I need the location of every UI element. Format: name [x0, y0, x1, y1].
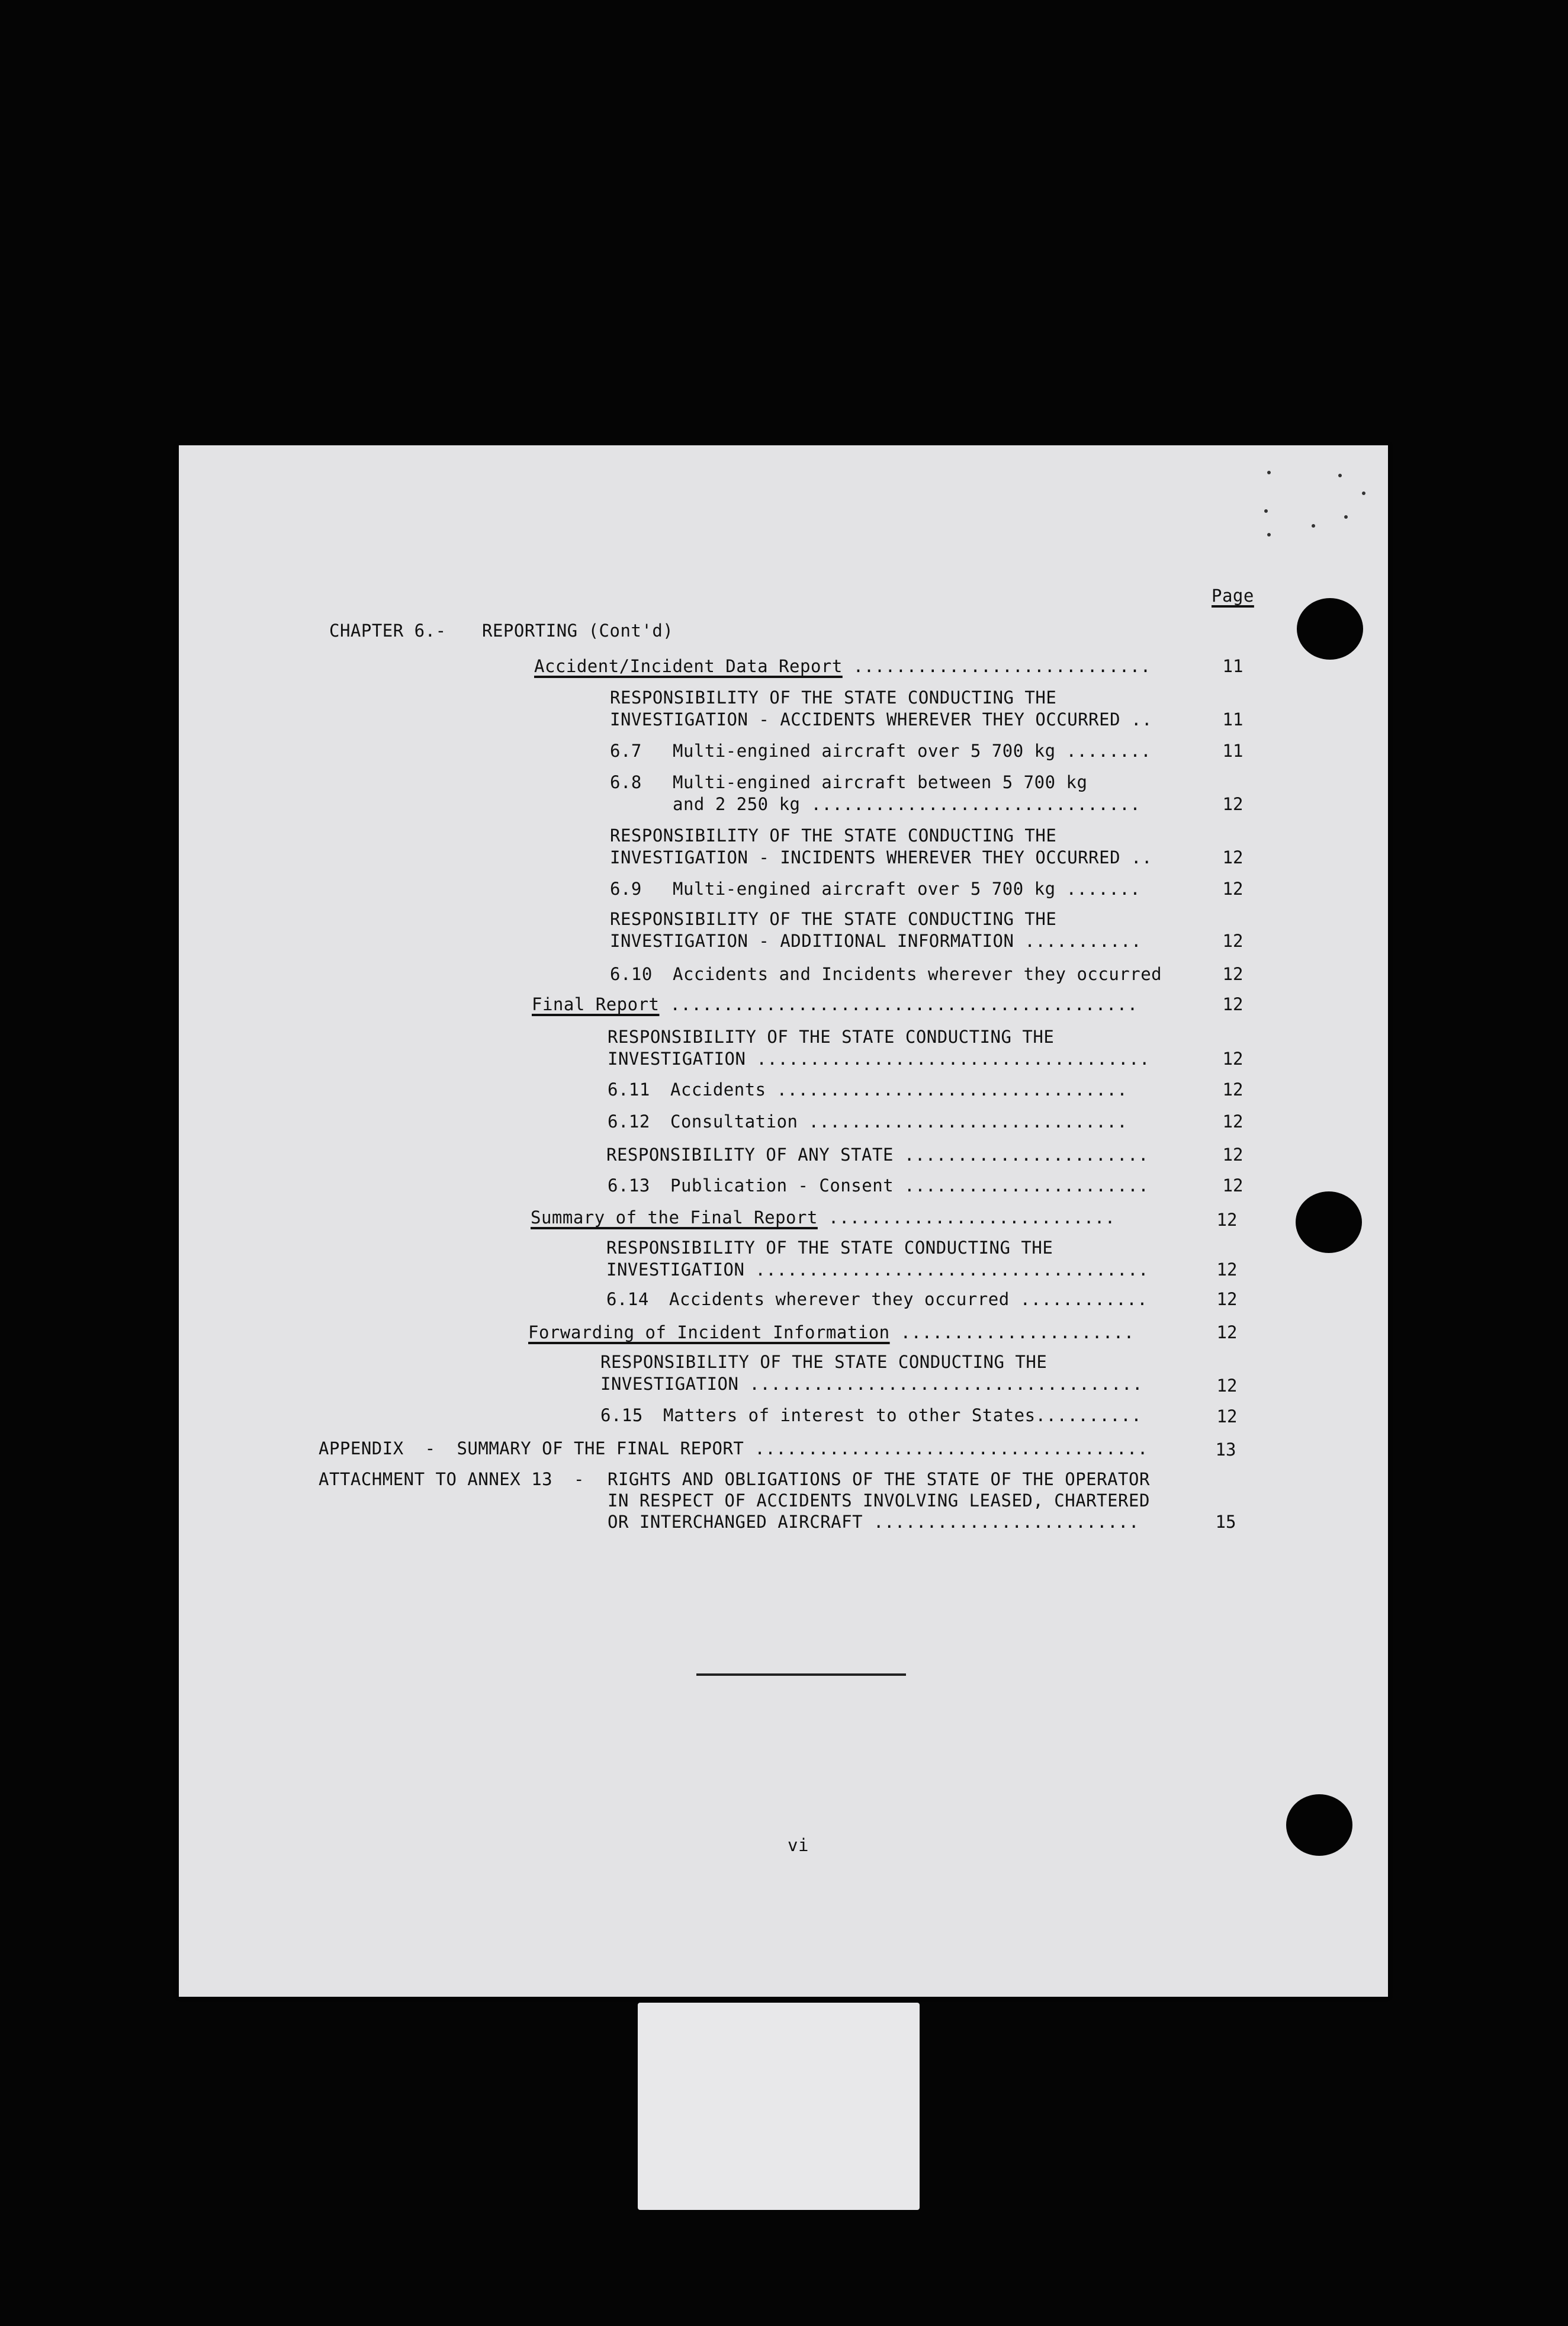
page-number: 12 [1222, 1145, 1244, 1165]
clause-text: Multi-engined aircraft over 5 700 kg ........ [673, 741, 1152, 761]
leader-dots: ...................... [889, 1322, 1135, 1342]
page-number: 12 [1222, 1111, 1244, 1132]
toc-line: INVESTIGATION ..................................... [606, 1260, 1149, 1280]
section-title: Final Report [532, 994, 660, 1014]
clause-text: Multi-engined aircraft between 5 700 kg [673, 772, 1088, 792]
page-number: 12 [1216, 1376, 1238, 1396]
page-number: 12 [1216, 1289, 1238, 1309]
page-number: 12 [1222, 847, 1244, 868]
toc-line: INVESTIGATION - ADDITIONAL INFORMATION ........... [610, 931, 1142, 951]
punch-hole [1296, 1191, 1362, 1253]
toc-line: RESPONSIBILITY OF ANY STATE ....................... [606, 1145, 1149, 1165]
toc-line: OR INTERCHANGED AIRCRAFT ......................... [608, 1512, 1139, 1532]
page-number: 13 [1215, 1440, 1236, 1460]
chapter-label: CHAPTER 6.- [329, 621, 446, 641]
toc-line: INVESTIGATION - ACCIDENTS WHEREVER THEY OCCURRED .. [610, 709, 1152, 730]
clause-number: 6.11 [608, 1080, 650, 1100]
clause-number: 6.15 [600, 1405, 643, 1425]
page-number: 12 [1222, 794, 1244, 814]
clause-number: 6.9 [610, 879, 642, 899]
toc-line: INVESTIGATION ..................................... [608, 1049, 1150, 1069]
toc-entry-final-report [532, 994, 1138, 1015]
toc-line: INVESTIGATION ..................................... [600, 1374, 1143, 1394]
divider-rule [696, 1673, 906, 1676]
page-number: 12 [1216, 1322, 1238, 1342]
toc-entry-accident-incident-data-report [534, 656, 1151, 677]
clause-text: Multi-engined aircraft over 5 700 kg ....... [673, 879, 1141, 899]
speck [1264, 509, 1268, 513]
leader-dots: ............................................ [659, 994, 1138, 1014]
page-number: 12 [1216, 1260, 1238, 1280]
toc-line: RIGHTS AND OBLIGATIONS OF THE STATE OF THE OPERATOR [608, 1469, 1150, 1489]
speck [1362, 491, 1365, 495]
punch-hole [1286, 1794, 1352, 1856]
toc-appendix: APPENDIX - SUMMARY OF THE FINAL REPORT ..................................... [319, 1438, 1148, 1458]
toc-line: IN RESPECT OF ACCIDENTS INVOLVING LEASED, CHARTERED [608, 1490, 1150, 1511]
toc-line: RESPONSIBILITY OF THE STATE CONDUCTING THE [610, 825, 1057, 846]
toc-entry-summary-of-final-report [531, 1207, 1116, 1228]
toc-entry-forwarding-incident-information [528, 1322, 1135, 1343]
section-title: Accident/Incident Data Report [534, 656, 843, 676]
speck [1344, 515, 1348, 519]
toc-line: RESPONSIBILITY OF THE STATE CONDUCTING THE [610, 687, 1057, 708]
page-number: 12 [1216, 1406, 1238, 1427]
toc-line: INVESTIGATION - INCIDENTS WHEREVER THEY OCCURRED .. [610, 847, 1152, 868]
clause-number: 6.13 [608, 1175, 650, 1196]
page-number: 12 [1222, 1080, 1244, 1100]
clause-text: Consultation .............................. [670, 1111, 1128, 1132]
speck [1267, 471, 1271, 474]
page-number: 12 [1222, 931, 1244, 951]
clause-number: 6.8 [610, 772, 642, 792]
toc-line: RESPONSIBILITY OF THE STATE CONDUCTING THE [610, 909, 1057, 929]
clause-number: 6.7 [610, 741, 642, 761]
attachment-label: ATTACHMENT TO ANNEX 13 - [319, 1469, 584, 1489]
footer-page-number: vi [788, 1835, 809, 1855]
toc-line: RESPONSIBILITY OF THE STATE CONDUCTING THE [608, 1027, 1055, 1047]
clause-number: 6.12 [608, 1111, 650, 1132]
page-number: 12 [1222, 879, 1244, 899]
section-title: Summary of the Final Report [531, 1207, 818, 1228]
speck [1267, 533, 1271, 536]
page-number: 11 [1222, 656, 1244, 676]
clause-text: Accidents and Incidents wherever they occurred [673, 964, 1162, 984]
toc-line: RESPONSIBILITY OF THE STATE CONDUCTING THE [606, 1238, 1053, 1258]
clause-number: 6.10 [610, 964, 653, 984]
page-number: 12 [1216, 1210, 1238, 1230]
section-title: Forwarding of Incident Information [528, 1322, 890, 1342]
page-number: 11 [1222, 709, 1244, 730]
page-number: 11 [1222, 741, 1244, 761]
chapter-title: REPORTING (Cont'd) [482, 621, 674, 641]
page-number: 15 [1215, 1512, 1236, 1532]
clause-text: Accidents wherever they occurred ............ [669, 1289, 1148, 1309]
page-number: 12 [1222, 1175, 1244, 1196]
punch-hole [1297, 598, 1363, 660]
toc-line: RESPONSIBILITY OF THE STATE CONDUCTING THE [600, 1352, 1048, 1372]
speck [1312, 524, 1315, 528]
clause-text: Accidents ................................. [670, 1080, 1128, 1100]
page-column-heading: Page [1212, 586, 1254, 606]
leader-dots: ........................... [817, 1207, 1116, 1228]
clause-text: Matters of interest to other States.......... [663, 1405, 1142, 1425]
paper-tab [638, 2003, 920, 2210]
leader-dots: ............................ [842, 656, 1151, 676]
clause-text: and 2 250 kg ............................... [673, 794, 1141, 814]
page-number: 12 [1222, 964, 1244, 984]
clause-text: Publication - Consent ....................... [670, 1175, 1149, 1196]
clause-number: 6.14 [606, 1289, 649, 1309]
page-number: 12 [1222, 1049, 1244, 1069]
page-number: 12 [1222, 994, 1244, 1014]
speck [1338, 474, 1342, 477]
